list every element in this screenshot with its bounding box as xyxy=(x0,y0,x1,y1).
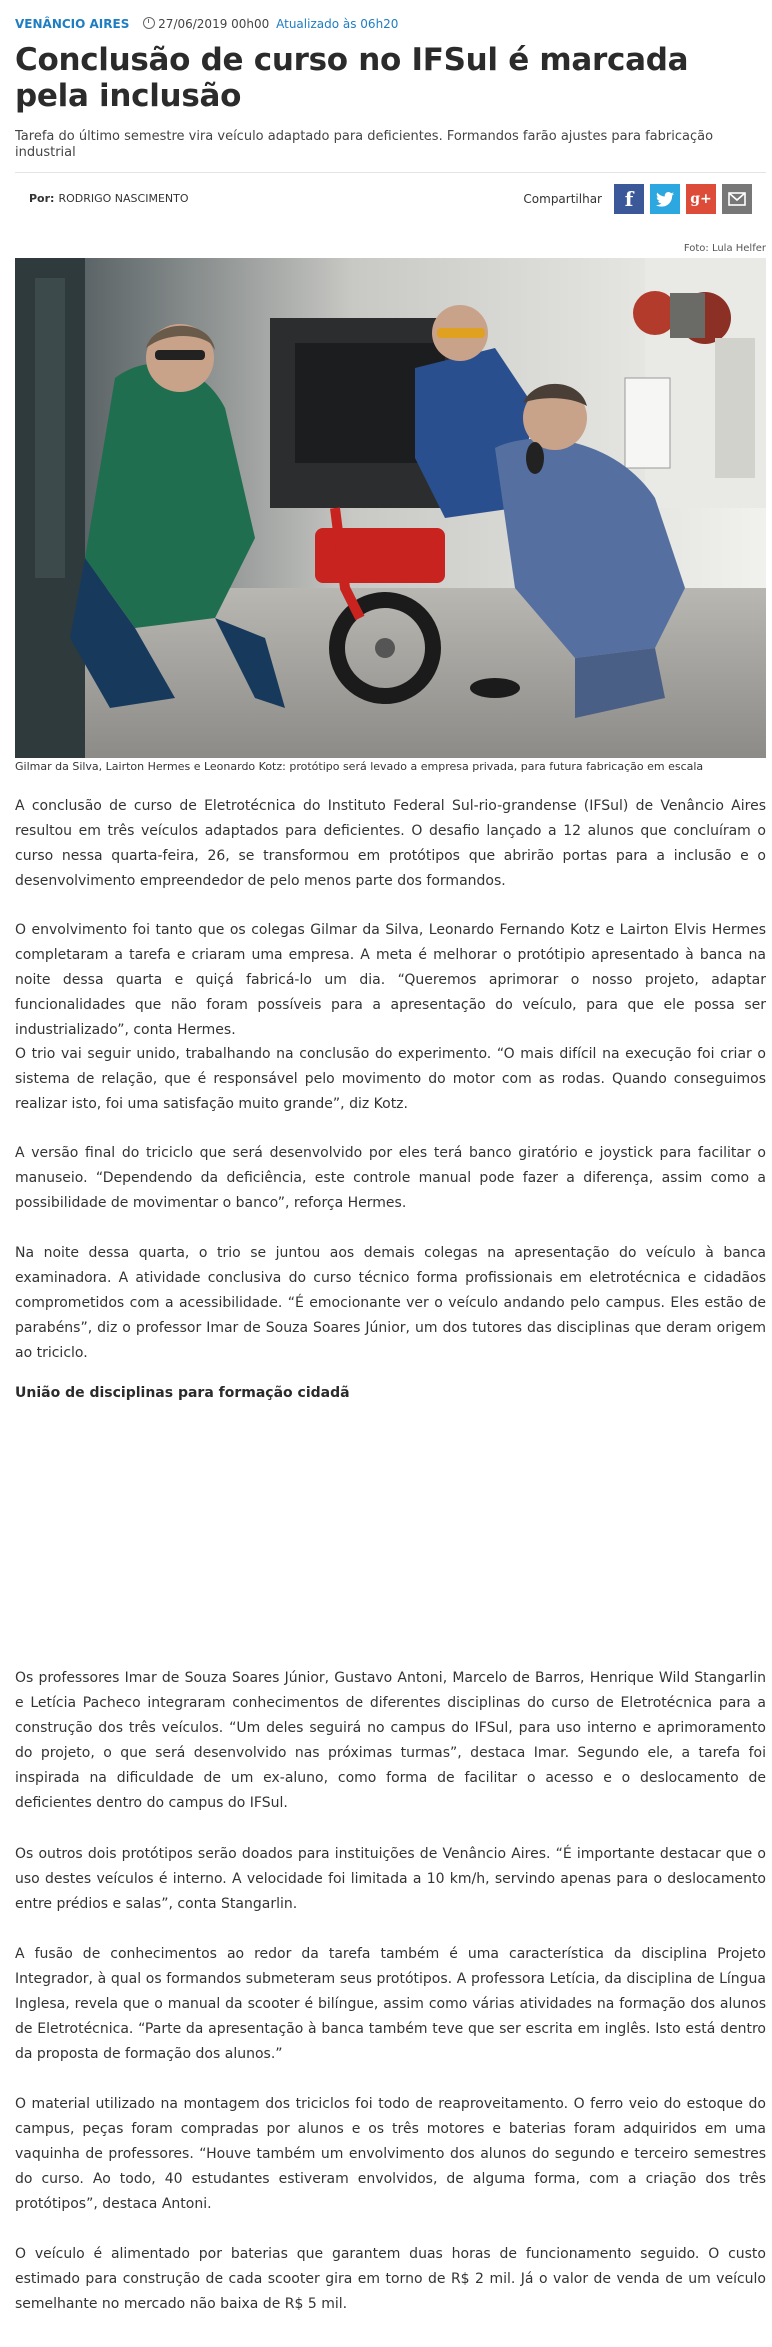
publish-date: 27/06/2019 00h00 xyxy=(143,17,269,31)
twitter-icon xyxy=(656,192,674,207)
updated-time: Atualizado às 06h20 xyxy=(276,17,399,31)
share-label: Compartilhar xyxy=(523,192,602,206)
photo-credit: Foto: Lula Helfer xyxy=(683,243,766,254)
paragraph: Na noite dessa quarta, o trio se juntou aos demais colegas na apresentação do veículo à banca examinadora. A atividade conclusiva do curso técnico forma profissionais em eletrotécnica e cidadãos comprometidos com a acessibilidade. “É emocionante ver o veículo andando pelo campus. Eles estão de parabéns”, diz o professor Imar de Souza Soares Júnior, um dos tutores das disciplinas que deram origem ao triciclo. xyxy=(15,1245,766,1361)
google-plus-icon: g+ xyxy=(690,191,712,207)
divider xyxy=(15,172,766,173)
article-meta xyxy=(15,16,398,32)
paragraph: A fusão de conhecimentos ao redor da tarefa também é uma característica da disciplina Projeto Integrador, à qual os formandos submeteram seus protótipos. A professora Letícia, da disciplina de Língua Inglesa, revela que o manual da scooter é bilíngue, assim como várias atividades na formação dos alunos de Eletrotécnica. “Parte da apresentação à banca também teve que ser escrita em inglês. Isto está dentro da proposta de formação dos alunos.” xyxy=(15,1946,766,2062)
google-plus-share-button[interactable] xyxy=(686,184,716,214)
byline-label: Por: xyxy=(29,192,55,205)
paragraph: O veículo é alimentado por baterias que garantem duas horas de funcionamento seguido. O custo estimado para construção de cada scooter gira em torno de R$ 2 mil. Já o valor de venda de um veículo semelhante no mercado não baixa de R$ 5 mil. xyxy=(15,2246,766,2312)
clock-icon xyxy=(143,17,155,29)
twitter-share-button[interactable] xyxy=(650,184,680,214)
ad-slot xyxy=(15,1412,766,1662)
page-title: Conclusão de curso no IFSul é marcada pela inclusão xyxy=(15,42,689,114)
facebook-icon: f xyxy=(624,187,634,211)
photo-caption: Gilmar da Silva, Lairton Hermes e Leonardo Kotz: protótipo será levado a empresa privada, para futura fabricação em escala xyxy=(15,760,704,773)
email-share-button[interactable] xyxy=(722,184,752,214)
paragraph: A versão final do triciclo que será desenvolvido por eles terá banco giratório e joystick para facilitar o manuseio. “Dependendo da deficiência, este controle manual pode fazer a diferença, assim como a possibilidade de movimentar o banco”, reforça Hermes. xyxy=(15,1145,766,1211)
article-photo[interactable] xyxy=(15,258,766,758)
share-bar xyxy=(523,184,752,214)
section-subheading: União de disciplinas para formação cidadã xyxy=(15,1385,350,1401)
article-subtitle: Tarefa do último semestre vira veículo adaptado para deficientes. Formandos farão ajustes para fabricação industrial xyxy=(15,129,714,160)
paragraph: Os outros dois protótipos serão doados para instituições de Venâncio Aires. “É importante destacar que o uso destes veículos é interno. A velocidade foi limitada a 10 km/h, servindo apenas para o deslocamento entre prédios e salas”, conta Stangarlin. xyxy=(15,1846,766,1912)
paragraph: O trio vai seguir unido, trabalhando na conclusão do experimento. “O mais difícil na execução foi criar o sistema de relação, que é responsável pelo movimento do motor com as rodas. Quando conseguimos realizar isto, foi uma satisfação muito grande”, diz Kotz. xyxy=(15,1046,766,1112)
email-icon xyxy=(728,192,746,206)
byline-author: RODRIGO NASCIMENTO xyxy=(58,192,189,205)
facebook-share-button[interactable] xyxy=(614,184,644,214)
paragraph: Os professores Imar de Souza Soares Júnior, Gustavo Antoni, Marcelo de Barros, Henrique Wild Stangarlin e Letícia Pacheco integraram conhecimentos de diferentes disciplinas do curso de Eletrotécnica para a construção dos três veículos. “Um deles seguirá no campus do IFSul, para uso interno e aprimoramento do projeto, o que será desenvolvido nas próximas turmas”, destaca Imar. Segundo ele, a tarefa foi inspirada na dificuldade de um ex-aluno, como forma de facilitar o acesso e o deslocamento de deficientes dentro do campus do IFSul. xyxy=(15,1670,766,1811)
byline xyxy=(29,192,189,205)
workshop-scene-image xyxy=(15,258,766,758)
section-link[interactable]: VENÂNCIO AIRES xyxy=(15,17,130,31)
paragraph: O material utilizado na montagem dos triciclos foi todo de reaproveitamento. O ferro veio do estoque do campus, peças foram compradas por alunos e os três motores e baterias foram adquiridos em uma vaquinha de professores. “Houve também um envolvimento dos alunos do segundo e terceiro semestres do curso. Ao todo, 40 estudantes estiveram envolvidos, de alguma forma, com a criação dos três protótipos”, destaca Antoni. xyxy=(15,2096,766,2212)
paragraph: A conclusão de curso de Eletrotécnica do Instituto Federal Sul-rio-grandense (IFSul) de Venâncio Aires resultou em três veículos adaptados para deficientes. O desafio lançado a 12 alunos que concluíram o curso nessa quarta-feira, 26, se transformou em protótipos que abrirão portas para a inclusão e o desenvolvimento empreendedor de pelo menos parte dos formandos. xyxy=(15,798,766,889)
paragraph: O envolvimento foi tanto que os colegas Gilmar da Silva, Leonardo Fernando Kotz e Lairton Elvis Hermes completaram a tarefa e criaram uma empresa. A meta é melhorar o protótipio apresentado à banca na noite dessa quarta e quiçá fabricá-lo um dia. “Queremos aprimorar o nosso projeto, adaptar funcionalidades que não foram possíveis para a apresentação do veículo, para que ele possa ser industrializado”, conta Hermes. xyxy=(15,922,766,1038)
